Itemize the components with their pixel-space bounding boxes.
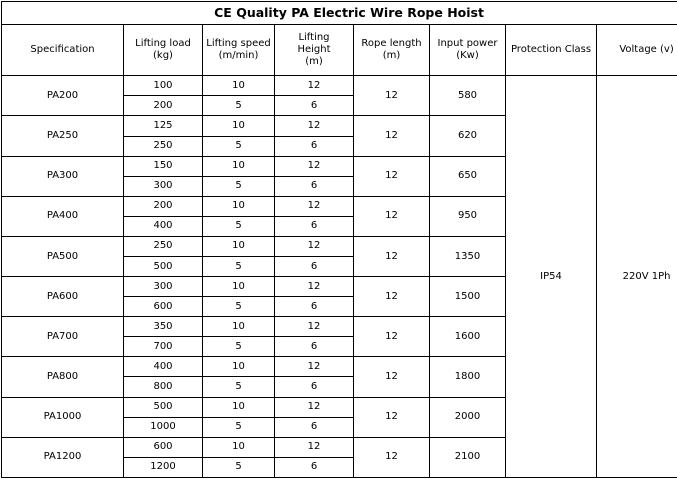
rope-length-cell: 12: [354, 116, 430, 156]
input-power-cell: 1350: [430, 236, 506, 276]
lifting-speed-cell: 10: [203, 397, 275, 417]
lifting-load-cell: 500: [124, 397, 203, 417]
input-power-cell: 620: [430, 116, 506, 156]
header-lifting-speed: [203, 25, 275, 76]
header-voltage: [597, 25, 677, 76]
model-name-cell: PA1000: [2, 397, 124, 437]
lifting-speed-cell: 10: [203, 236, 275, 256]
lifting-load-cell: 500: [124, 257, 203, 277]
header-lifting-height-unit: (m): [305, 56, 323, 68]
lifting-load-cell: 200: [124, 96, 203, 116]
lifting-speed-cell: 5: [203, 337, 275, 357]
header-input-power-unit: (Kw): [456, 50, 479, 62]
header-rope-length-label: Rope length: [361, 38, 422, 50]
lifting-height-cell: 12: [275, 277, 354, 297]
rope-length-cell: 12: [354, 317, 430, 357]
header-lifting-load-unit: (kg): [153, 50, 173, 62]
input-power-cell: 1500: [430, 277, 506, 317]
lifting-height-cell: 12: [275, 116, 354, 136]
lifting-load-cell: 125: [124, 116, 203, 136]
lifting-load-cell: 400: [124, 357, 203, 377]
lifting-load-cell: 700: [124, 337, 203, 357]
input-power-cell: 950: [430, 196, 506, 236]
header-rope-length: [354, 25, 430, 76]
header-rope-length-unit: (m): [382, 50, 401, 62]
rope-length-cell: 12: [354, 236, 430, 276]
lifting-height-cell: 6: [275, 96, 354, 116]
lifting-height-cell: 12: [275, 156, 354, 176]
lifting-height-cell: 6: [275, 297, 354, 317]
lifting-load-cell: 300: [124, 176, 203, 196]
lifting-speed-cell: 10: [203, 76, 275, 96]
lifting-height-cell: 12: [275, 196, 354, 216]
header-protection-class-label: Protection Class: [510, 44, 592, 56]
lifting-height-cell: 6: [275, 257, 354, 277]
model-name-cell: PA250: [2, 116, 124, 156]
lifting-speed-cell: 10: [203, 357, 275, 377]
rope-length-cell: 12: [354, 437, 430, 477]
lifting-speed-cell: 10: [203, 156, 275, 176]
header-lifting-load: [124, 25, 203, 76]
lifting-height-cell: 6: [275, 216, 354, 236]
rope-length-cell: 12: [354, 277, 430, 317]
voltage-cell: 220V 1Ph: [597, 76, 677, 478]
header-specification: [2, 25, 124, 76]
rope-length-cell: 12: [354, 156, 430, 196]
lifting-speed-cell: 5: [203, 377, 275, 397]
lifting-load-cell: 250: [124, 136, 203, 156]
header-lifting-speed-unit: (m/min): [218, 50, 259, 62]
protection-class-cell: IP54: [506, 76, 597, 478]
header-lifting-load-label: Lifting load: [135, 38, 191, 50]
rope-length-cell: 12: [354, 357, 430, 397]
model-name-cell: PA1200: [2, 437, 124, 477]
lifting-speed-cell: 10: [203, 196, 275, 216]
lifting-speed-cell: 5: [203, 457, 275, 477]
lifting-height-cell: 6: [275, 136, 354, 156]
lifting-speed-cell: 10: [203, 116, 275, 136]
lifting-height-cell: 6: [275, 457, 354, 477]
model-name-cell: PA500: [2, 236, 124, 276]
lifting-speed-cell: 5: [203, 297, 275, 317]
lifting-height-cell: 12: [275, 437, 354, 457]
rope-length-cell: 12: [354, 397, 430, 437]
table-title: CE Quality PA Electric Wire Rope Hoist: [2, 2, 677, 25]
header-input-power: [430, 25, 506, 76]
lifting-load-cell: 350: [124, 317, 203, 337]
input-power-cell: 1600: [430, 317, 506, 357]
model-name-cell: PA300: [2, 156, 124, 196]
lifting-height-cell: 12: [275, 76, 354, 96]
lifting-speed-cell: 5: [203, 257, 275, 277]
model-name-cell: PA800: [2, 357, 124, 397]
lifting-load-cell: 600: [124, 437, 203, 457]
header-protection-class: [506, 25, 597, 76]
lifting-speed-cell: 5: [203, 96, 275, 116]
lifting-load-cell: 400: [124, 216, 203, 236]
input-power-cell: 580: [430, 76, 506, 116]
model-name-cell: PA200: [2, 76, 124, 116]
lifting-load-cell: 100: [124, 76, 203, 96]
header-input-power-label: Input power: [437, 38, 498, 50]
header-lifting-height-label-1: Lifting: [298, 32, 330, 44]
model-name-cell: PA600: [2, 277, 124, 317]
input-power-cell: 2000: [430, 397, 506, 437]
header-specification-label: Specification: [30, 44, 95, 56]
lifting-load-cell: 600: [124, 297, 203, 317]
rope-length-cell: 12: [354, 196, 430, 236]
lifting-speed-cell: 5: [203, 176, 275, 196]
input-power-cell: 650: [430, 156, 506, 196]
lifting-speed-cell: 10: [203, 317, 275, 337]
lifting-height-cell: 6: [275, 377, 354, 397]
rope-length-cell: 12: [354, 76, 430, 116]
lifting-height-cell: 6: [275, 337, 354, 357]
lifting-load-cell: 150: [124, 156, 203, 176]
input-power-cell: 2100: [430, 437, 506, 477]
lifting-height-cell: 6: [275, 176, 354, 196]
model-name-cell: PA400: [2, 196, 124, 236]
lifting-height-cell: 6: [275, 417, 354, 437]
lifting-load-cell: 1200: [124, 457, 203, 477]
lifting-load-cell: 250: [124, 236, 203, 256]
spec-table-body: [2, 2, 677, 478]
lifting-load-cell: 800: [124, 377, 203, 397]
lifting-load-cell: 1000: [124, 417, 203, 437]
header-lifting-height-label-2: Height: [297, 44, 331, 56]
header-lifting-height: [275, 25, 354, 76]
input-power-cell: 1800: [430, 357, 506, 397]
lifting-speed-cell: 5: [203, 136, 275, 156]
lifting-height-cell: 12: [275, 317, 354, 337]
table-row: [2, 76, 677, 96]
lifting-height-cell: 12: [275, 397, 354, 417]
lifting-speed-cell: 10: [203, 437, 275, 457]
lifting-speed-cell: 5: [203, 417, 275, 437]
lifting-height-cell: 12: [275, 236, 354, 256]
lifting-load-cell: 200: [124, 196, 203, 216]
lifting-speed-cell: 5: [203, 216, 275, 236]
model-name-cell: PA700: [2, 317, 124, 357]
header-row: [2, 25, 677, 76]
lifting-height-cell: 12: [275, 357, 354, 377]
spec-table: [1, 1, 677, 478]
lifting-speed-cell: 10: [203, 277, 275, 297]
header-voltage-label: Voltage (v): [619, 44, 674, 56]
lifting-load-cell: 300: [124, 277, 203, 297]
header-lifting-speed-label: Lifting speed: [206, 38, 271, 50]
